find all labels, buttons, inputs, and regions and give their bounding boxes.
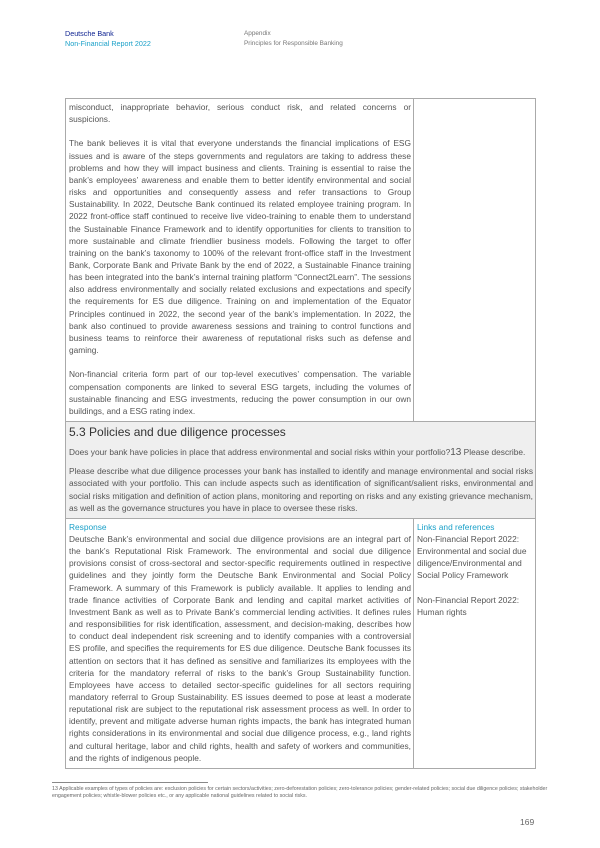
section-name: Appendix bbox=[244, 30, 271, 37]
response-label: Response bbox=[69, 521, 107, 532]
header-section bbox=[244, 29, 343, 49]
paragraph: The bank believes it is vital that everyone understands the financial implications of ESG issues and is aware of the steps governments and regulators are taking to address these problems and how they will impact business and clients. Training is essential to raise the bank’s employees’ awareness and enable them to better identify environmental and social risks and opportunities and consequently assess and refer transactions to Group Sustainability. In 2022, Deutsche Bank continued its related employee training program. In 2022 front-office staff continued to receive live video-training to enable them to understand the Sustainable Finance Framework and to identify opportunities for clients to transition to more sustainable and climate friendlier business models. Following the target to offer training on the bank’s taxonomy to 100% of the relevant front-office staff in the Investment Bank, Corporate Bank and Private Bank by the end of 2022, a Sustainable Finance training has been integrated into the bank’s internal training platform “Connect2Learn”. The sessions also address environmentally and socially related exclusions and expectations and specify the requirements for ES due diligence. Training on and implementation of the Equator Principles continued in 2022, the second year of the bank’s implementation. In 2022, the bank also continued to provide awareness sessions and training to control functions and business teams to reinforce their awareness of reputational risks such as defense and gaming. bbox=[69, 138, 411, 356]
section-title: 5.3 Policies and due diligence processes bbox=[69, 425, 286, 440]
links-cell bbox=[414, 518, 536, 768]
question-1 bbox=[69, 446, 533, 459]
response-text: Deutsche Bank’s environmental and social due diligence provisions are an integral part of the bank’s Reputational Risk Framework. The environmental and social due diligence provisions consist of cross-sectoral and sector-specific requirements outlined in respective guidelines and they jointly form the Deutsche Bank Environmental and Social Policy Framework. A summary of this Framework is publicly available. It applies to lending and trade finance activities of Corporate Bank and lending and capital market activities of Investment Bank as well as to Private Bank’s commercial lending activities. It defines rules and responsibilities for risk identification, assessment, and decision-making, describes how to conduct deal independent risk screening and to identify companies with a controversial ES profile, and specifies the requirements for ES due diligence. Deutsche Bank focusses its attention on sectors that it has defined as sensitive and familiarizes its employees with the criteria for the mandatory referral of risks to the bank’s Group Sustainability function. Employees have access to detailed sector-specific guidelines for all sectors requiring mandatory referral to Group Sustainability. ES issues deemed to pose at least a moderate reputational risk are subject to the reputational risk assessment process as well. In order to identify, prevent and mitigate adverse human rights impacts, the bank has integrated human rights considerations in its environmental and social due diligence process, e.g., land rights and cultural heritage, labor and child rights, health and safety of workers and communities, and the rights of indigenous people. bbox=[69, 533, 411, 763]
paragraph: Non-financial criteria form part of our top-level executives’ compensation. The variable compensation components are linked to several ESG targets, including the volumes of sustainable financing and ESG investments, reducing the power consumption in our own buildings, and a ESG rating index. bbox=[69, 369, 411, 416]
content-table bbox=[65, 98, 536, 769]
link-item[interactable]: Non-Financial Report 2022: Human rights bbox=[417, 594, 520, 617]
section-header-cell bbox=[66, 422, 536, 519]
continued-cell bbox=[66, 99, 414, 422]
question-1-end: Please describe. bbox=[461, 447, 526, 458]
header-brand bbox=[65, 29, 151, 49]
response-row bbox=[66, 518, 536, 768]
footnote: 13 Applicable examples of types of policies are: exclusion policies for certain sectors/activities; zero-deforestation policies; zero-tolerance policies; gender-related policies; social due diligence policies; stakeholder engagement policies; whistle-blower policies etc., or any applicable national guidelines related to social risks. bbox=[52, 786, 548, 799]
question-1-text: Does your bank have policies in place that address environmental and social risks within your portfolio? bbox=[69, 447, 451, 458]
footnote-divider bbox=[52, 782, 208, 783]
section-header-row bbox=[66, 422, 536, 519]
continued-row bbox=[66, 99, 536, 422]
response-cell bbox=[66, 518, 414, 768]
page-number: 169 bbox=[520, 817, 535, 827]
links-label: Links and references bbox=[417, 521, 495, 532]
continued-links-cell bbox=[414, 99, 536, 422]
brand-name: Deutsche Bank bbox=[65, 29, 114, 38]
question-2: Please describe what due diligence processes your bank has installed to identify and manage environmental and social risks associated with your portfolio. This can include aspects such as identification of significant/salient risks, environmental and social risks mitigation and definition of action plans, monitoring and reporting on risks and any existing grievance mechanism, as well as the governance structures you have in place to oversee these risks. bbox=[69, 466, 533, 513]
report-name: Non-Financial Report 2022 bbox=[65, 39, 151, 48]
subsection-name: Principles for Responsible Banking bbox=[244, 40, 343, 47]
link-item[interactable]: Non-Financial Report 2022: Environmental and social due diligence/Environmental and Social Policy Framework bbox=[417, 533, 527, 581]
footnote-ref[interactable]: 13 bbox=[450, 447, 462, 459]
paragraph: misconduct, inappropriate behavior, serious conduct risk, and related concerns or suspicions. bbox=[69, 102, 411, 125]
